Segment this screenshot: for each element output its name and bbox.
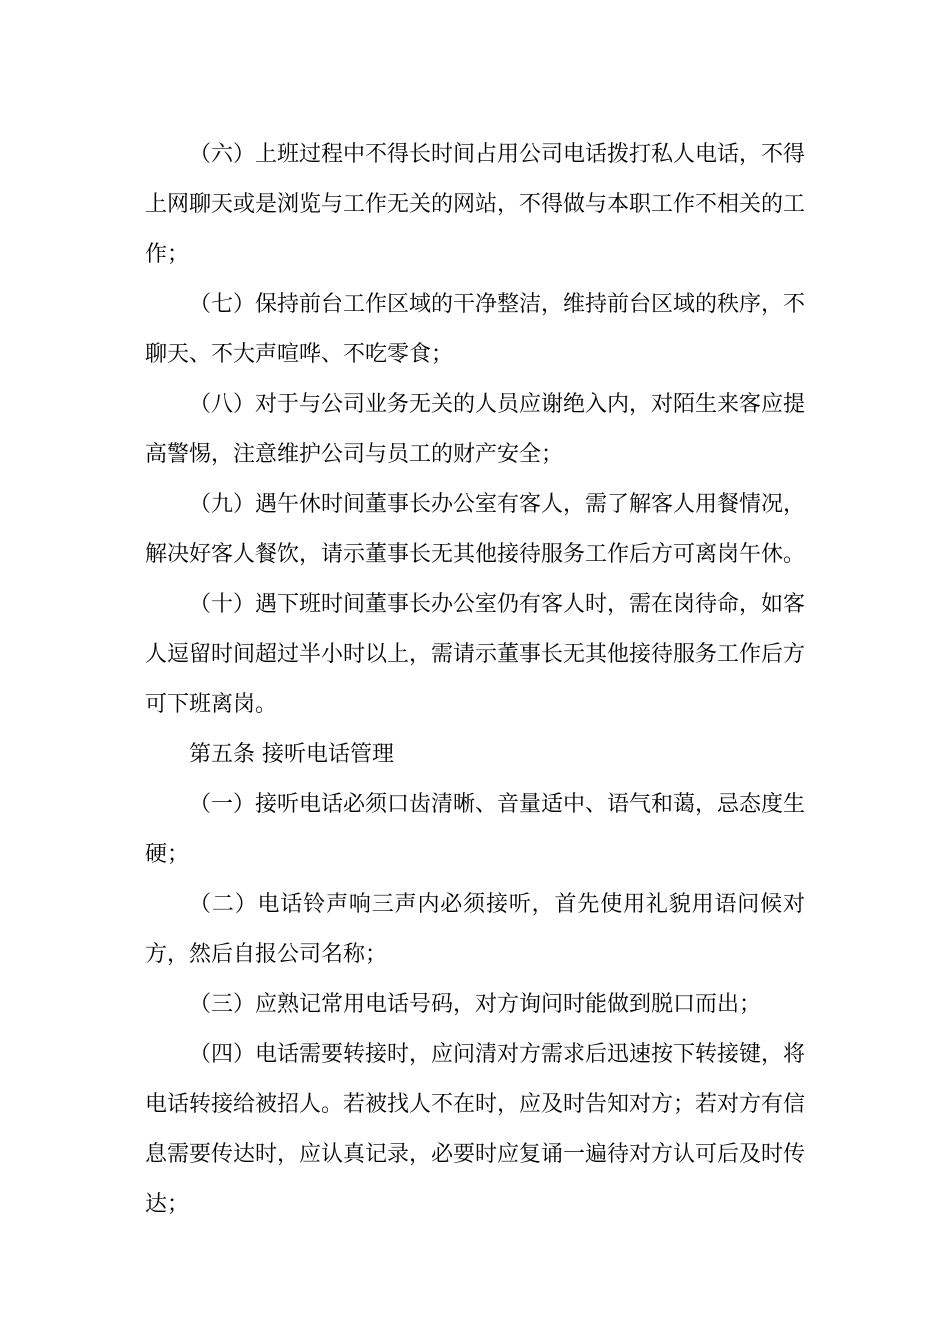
phone-clause-2-paragraph: （二）电话铃声响三声内必须接听，首先使用礼貌用语问候对方，然后自报公司名称； bbox=[145, 892, 805, 967]
clause-10-paragraph: （十）遇下班时间董事长办公室仍有客人时，需在岗待命，如客人逗留时间超过半小时以上，需请示董事长无其他接待服务工作后方可下班离岗。 bbox=[145, 592, 806, 717]
clause-6-paragraph: （六）上班过程中不得长时间占用公司电话拨打私人电话，不得上网聊天或是浏览与工作无关的网站，不得做与本职工作不相关的工作； bbox=[145, 142, 806, 267]
phone-clause-1-paragraph: （一）接听电话必须口齿清晰、音量适中、语气和蔼，忌态度生硬； bbox=[145, 792, 806, 867]
document-body bbox=[145, 130, 805, 1230]
article-5-heading: 第五条 接听电话管理 bbox=[189, 742, 394, 767]
phone-clause-4-paragraph: （四）电话需要转接时，应问清对方需求后迅速按下转接键，将电话转接给被招人。若被找人不在时，应及时告知对方；若对方有信息需要传达时，应认真记录，必要时应复诵一遍待对方认可后及时传达； bbox=[145, 1042, 806, 1217]
phone-clause-3-paragraph: （三）应熟记常用电话号码，对方询问时能做到脱口而出； bbox=[189, 992, 762, 1017]
clause-8-paragraph: （八）对于与公司业务无关的人员应谢绝入内，对陌生来客应提高警惕，注意维护公司与员工的财产安全； bbox=[145, 392, 806, 467]
clause-7-paragraph: （七）保持前台工作区域的干净整洁，维持前台区域的秩序，不聊天、不大声喧哗、不吃零食； bbox=[145, 292, 806, 367]
clause-9-paragraph: （九）遇午休时间董事长办公室有客人，需了解客人用餐情况，解决好客人餐饮，请示董事长无其他接待服务工作后方可离岗午休。 bbox=[145, 492, 806, 567]
